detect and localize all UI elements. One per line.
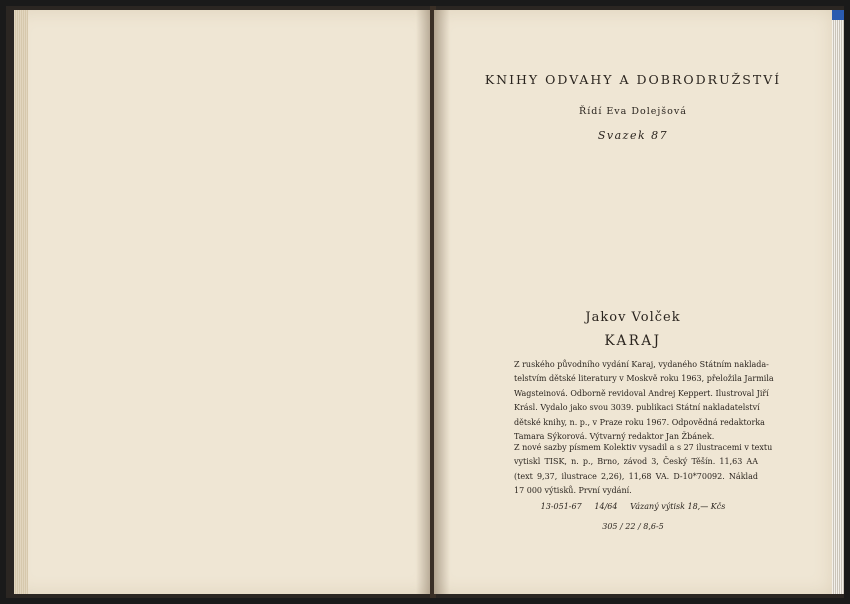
printing-line: vytiskl TISK, n. p., Brno, závod 3, Český Těšín. 11,63 AA [514,457,758,467]
printing-line: 17 000 výtisků. První vydání. [514,486,632,496]
publication-line: telstvím dětské literatury v Moskvě roku 1963, přeložila Jarmila [514,374,774,384]
open-book [6,6,844,598]
printing-line: (text 9,37, ilustrace 2,26), 11,68 VA. D-10*70092. Náklad [514,471,758,481]
publication-line: dětské knihy, n. p., v Praze roku 1967. Odpovědná redaktorka [514,417,765,427]
volume-number: Svazek 87 [597,129,669,142]
publication-line: Wagsteinová. Odborně revidoval Andrej Keppert. Ilustroval Jiří [514,388,769,398]
book-title: KARAJ [604,333,662,349]
right-title-page [434,10,832,594]
left-page-edges [14,10,28,594]
right-page-edges [832,10,844,594]
catalog-code: 305 / 22 / 8,6-5 [602,522,664,531]
corner-mark [832,10,844,20]
publication-info [514,358,774,444]
left-blank-page [14,10,432,594]
publication-line: Krásl. Vydalo jako svou 3039. publikaci Státní nakladatelství [514,403,760,413]
printing-line: Z nové sazby písmem Kolektiv vysadil a s 27 ilustracemi v textu [514,443,773,452]
printing-info [514,441,773,499]
publication-line: Tamara Sýkorová. Výtvarný redaktor Jan Žbánek. [514,432,715,442]
publication-line: Z ruského původního vydání Karaj, vydaného Státním naklada- [514,360,769,369]
series-editor: Řídí Eva Dolejšová [579,106,687,117]
series-title: KNIHY ODVAHY A DOBRODRUŽSTVÍ [484,72,782,87]
author-name: Jakov Volček [585,310,681,325]
price-line: 13-051-67 14/64 Vázaný výtisk 18,— Kčs [540,502,726,511]
